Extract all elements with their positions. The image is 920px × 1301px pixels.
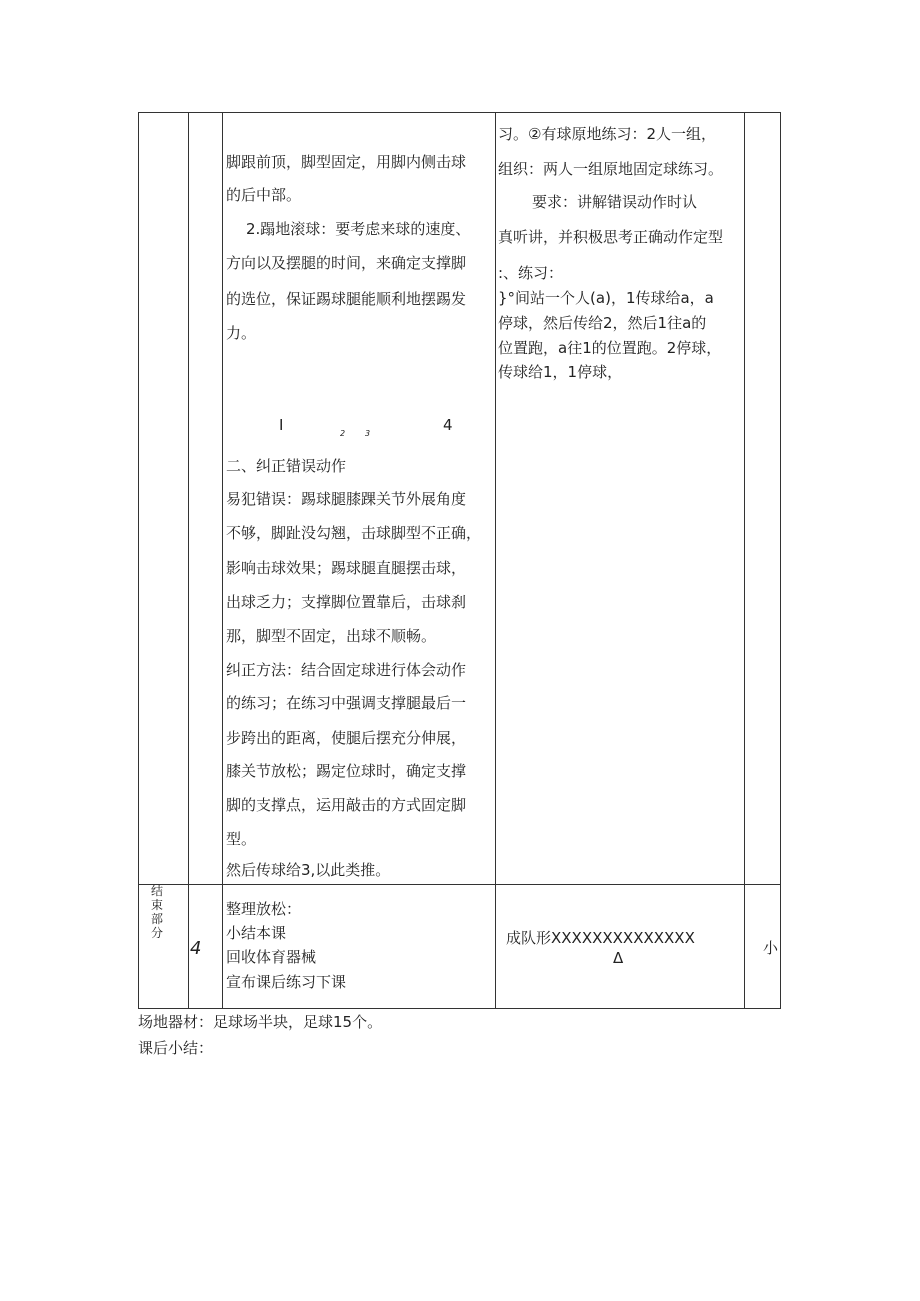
method-line: 步跨出的距离，使腿后摆充分伸展， bbox=[226, 729, 467, 747]
method-line: 型。 bbox=[226, 830, 257, 848]
ending-label-char: 分 bbox=[150, 926, 163, 940]
main-line: 方向以及摆腿的时间，来确定支撑脚 bbox=[226, 254, 467, 272]
org-line: 组织：两人一组原地固定球练习。 bbox=[498, 160, 724, 178]
org-line: 停球，然后传给2，然后1往a的 bbox=[498, 314, 707, 332]
position-number-3: 3 bbox=[365, 429, 371, 438]
error-line: 影响击球效果；踢球腿直腿摆击球， bbox=[226, 559, 467, 577]
main-line: 2.蹋地滚球：要考虑来球的速度、 bbox=[246, 220, 471, 238]
formation-text: 成队形XXXXXXXXXXXXXX bbox=[506, 929, 695, 947]
ending-line: 宣布课后练习下课 bbox=[226, 973, 347, 991]
table-border bbox=[780, 112, 781, 1009]
table-border bbox=[188, 112, 189, 1009]
main-line: 的后中部。 bbox=[226, 186, 302, 204]
method-line: 的练习；在练习中强调支撑腿最后一 bbox=[226, 694, 467, 712]
error-line: 出球乏力；支撑脚位置靠后，击球刹 bbox=[226, 593, 467, 611]
ending-line: 回收体育器械 bbox=[226, 948, 317, 966]
main-line: 力。 bbox=[226, 324, 257, 342]
method-line: 脚的支撑点，运用敲击的方式固定脚 bbox=[226, 796, 467, 814]
table-border bbox=[222, 112, 223, 1009]
org-line: 要求：讲解错误动作时认 bbox=[532, 193, 698, 211]
method-line: 膝关节放松；踢定位球时，确定支撑 bbox=[226, 762, 467, 780]
error-line: 不够，脚趾没勾翘，击球脚型不正确， bbox=[226, 524, 482, 542]
org-line: 传球给1，1停球， bbox=[498, 363, 623, 381]
org-line: 位置跑，a往1的位置跑。2停球， bbox=[498, 339, 722, 357]
ending-label-char: 结 bbox=[150, 884, 163, 898]
method-line: 纠正方法：结合固定球进行体会动作 bbox=[226, 661, 467, 679]
position-number-2: 2 bbox=[340, 429, 346, 438]
org-line: :、练习： bbox=[498, 264, 564, 282]
main-line: 的选位，保证踢球腿能顺利地摆踢发 bbox=[226, 290, 467, 308]
table-border bbox=[138, 112, 139, 1009]
ending-line: 小结本课 bbox=[226, 924, 287, 942]
org-line: }°间站一个人(a)，1传球给a，a bbox=[498, 289, 714, 307]
ending-label bbox=[146, 884, 168, 940]
org-line: 习。②有球原地练习：2人一组， bbox=[498, 125, 716, 143]
summary-line: 课后小结： bbox=[138, 1039, 214, 1057]
error-line: 易犯错误：踢球腿膝踝关节外展角度 bbox=[226, 490, 467, 508]
equipment-line: 场地器材：足球场半块，足球15个。 bbox=[138, 1013, 383, 1031]
table-border bbox=[138, 112, 781, 113]
position-number-4: 4 bbox=[443, 416, 453, 434]
ending-time: 4 bbox=[190, 938, 202, 959]
org-line: 真听讲，并积极思考正确动作定型 bbox=[498, 228, 724, 246]
main-line: 脚跟前顶，脚型固定，用脚内侧击球 bbox=[226, 153, 467, 171]
formation-symbol: Δ bbox=[613, 949, 624, 967]
ending-note: 小 bbox=[763, 939, 779, 957]
ending-label-char: 部 bbox=[150, 912, 163, 926]
ending-label-char: 束 bbox=[150, 898, 163, 912]
ending-line: 整理放松： bbox=[226, 900, 302, 918]
section-title: 二、纠正错误动作 bbox=[226, 457, 347, 475]
table-border bbox=[138, 1008, 781, 1009]
table-border bbox=[744, 112, 745, 1009]
table-border bbox=[495, 112, 496, 1009]
position-number-1: I bbox=[279, 416, 284, 434]
error-line: 那，脚型不固定，出球不顺畅。 bbox=[226, 627, 437, 645]
table-border bbox=[138, 884, 781, 885]
method-line: 然后传球给3,以此类推。 bbox=[226, 861, 391, 879]
